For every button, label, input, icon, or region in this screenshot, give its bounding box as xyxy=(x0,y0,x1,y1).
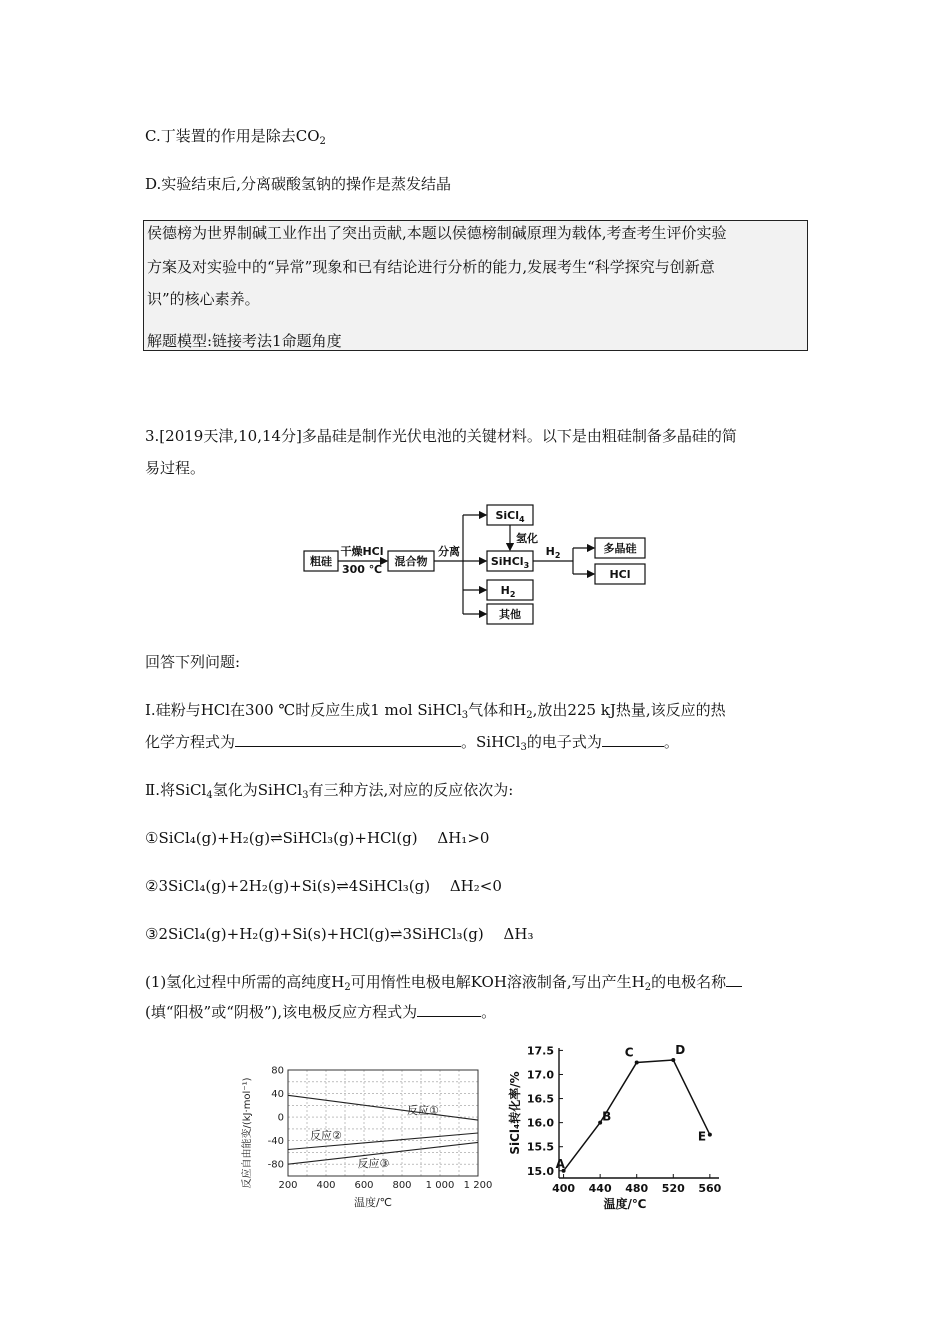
data-point xyxy=(708,1133,712,1137)
y-tick-label: 17.0 xyxy=(526,1068,554,1082)
y-axis-label: SiCl₄转化率/% xyxy=(508,1071,522,1155)
series-label: 反应③ xyxy=(357,1157,390,1171)
y-tick-label: 15.5 xyxy=(526,1140,554,1154)
x-tick-label: 440 xyxy=(588,1182,612,1195)
x-tick-label: 600 xyxy=(354,1180,374,1191)
x-tick-label: 480 xyxy=(625,1182,649,1195)
x-tick-label: 400 xyxy=(552,1182,576,1195)
conversion-chart xyxy=(503,1040,725,1212)
note-box xyxy=(143,220,808,351)
label-cond-bottom: 300 ℃ xyxy=(341,563,383,576)
note-line-2: 方案及对实验中的“异常”现象和已有结论进行分析的能力,发展考生“科学探究与创新意 xyxy=(147,258,715,276)
y-tick-label: 0 xyxy=(277,1112,284,1124)
question-line-2: 易过程。 xyxy=(145,459,206,477)
y-tick-label: 16.5 xyxy=(526,1092,554,1106)
series-label: 反应① xyxy=(406,1104,439,1118)
label-crude: 粗硅 xyxy=(310,555,332,568)
y-tick-label: -80 xyxy=(267,1159,284,1171)
x-tick-label: 560 xyxy=(698,1182,722,1195)
part1-line-1: Ⅰ.硅粉与HCl在300 ℃时反应生成1 mol SiHCl$_3$气体和$H_2$,放出225 kJ热量,该反应的热 xyxy=(145,701,726,721)
x-axis-label: 温度/℃ xyxy=(603,1197,647,1211)
blank-thermo-equation[interactable] xyxy=(235,732,461,747)
series-label: 反应② xyxy=(310,1128,342,1142)
label-other: 其他 xyxy=(499,608,521,621)
label-cond-top: 干燥HCl xyxy=(340,545,384,558)
answer-intro: 回答下列问题: xyxy=(145,653,241,671)
label-sicl4: SiCl$_4$ xyxy=(495,509,525,524)
label-hcl: HCl xyxy=(609,568,631,581)
y-tick-label: 40 xyxy=(271,1089,284,1101)
x-tick-label: 520 xyxy=(661,1182,685,1195)
y-tick-label: 15.0 xyxy=(526,1164,554,1178)
label-h2: $H_2$ xyxy=(500,584,516,599)
note-line-3: 识”的核心素养。 xyxy=(147,290,260,308)
x-axis-label: 温度/℃ xyxy=(353,1196,393,1209)
y-tick-label: 17.5 xyxy=(526,1044,554,1058)
x-tick-label: 1 200 xyxy=(463,1180,493,1191)
reaction-2: ②3SiCl₄(g)+2H₂(g)+Si(s)⇌4SiHCl₃(g) ΔH₂<0 xyxy=(145,877,502,895)
free-energy-chart xyxy=(238,1048,500,1210)
point-label: A xyxy=(555,1156,565,1171)
point-label: C xyxy=(624,1045,634,1060)
part1-line-2: 化学方程式为 。SiHCl$_3$的电子式为 。 xyxy=(145,733,679,753)
x-tick-label: 200 xyxy=(278,1180,298,1191)
option-c: C.丁装置的作用是除去$CO_2$ xyxy=(145,127,326,147)
label-sihcl3: SiHCl$_3$ xyxy=(490,555,530,570)
y-tick-label: 16.0 xyxy=(526,1116,554,1130)
y-axis-label: 反应自由能变/(kJ·mol⁻¹) xyxy=(242,1077,253,1189)
label-separate: 分离 xyxy=(438,545,460,558)
question-line-1: 3.[2019天津,10,14分]多晶硅是制作光伏电池的关键材料。以下是由粗硅制备多晶硅的简 xyxy=(145,427,737,445)
part2-line: Ⅱ.将SiCl$_4$氢化为SiHCl$_3$有三种方法,对应的反应依次为: xyxy=(145,781,514,801)
reaction-3: ③2SiCl₄(g)+H₂(g)+Si(s)+HCl(g)⇌3SiHCl₃(g) ΔH₃ xyxy=(145,925,534,943)
point-label: D xyxy=(675,1043,686,1058)
flowchart xyxy=(290,498,670,630)
point-label: E xyxy=(697,1129,707,1144)
y-tick-label: -40 xyxy=(267,1136,284,1148)
x-tick-label: 800 xyxy=(392,1180,412,1191)
blank-electrode-name[interactable] xyxy=(726,972,742,987)
note-footer: 解题模型:链接考法1命题角度 xyxy=(147,332,342,350)
note-line-1: 侯德榜为世界制碱工业作出了突出贡献,本题以侯德榜制碱原理为载体,考查考生评价实验 xyxy=(147,224,727,242)
label-hydro: 氢化 xyxy=(516,532,538,545)
q1-line-1: (1)氢化过程中所需的高纯度$H_2$可用惰性电极电解KOH溶液制备,写出产生$H_2$的电极名称 xyxy=(145,972,742,992)
data-point xyxy=(635,1060,639,1064)
option-d: D.实验结束后,分离碳酸氢钠的操作是蒸发结晶 xyxy=(145,175,452,193)
label-h2-arrow: $H_2$ xyxy=(545,545,561,560)
data-point xyxy=(671,1058,675,1062)
label-mixture: 混合物 xyxy=(394,555,428,568)
reaction-1: ①SiCl₄(g)+H₂(g)⇌SiHCl₃(g)+HCl(g) ΔH₁>0 xyxy=(145,829,490,847)
label-poly: 多晶硅 xyxy=(603,542,637,555)
y-tick-label: 80 xyxy=(271,1065,284,1077)
x-tick-label: 1 000 xyxy=(425,1180,455,1191)
q1-line-2: (填“阳极”或“阴极”),该电极反应方程式为 。 xyxy=(145,1003,497,1021)
blank-electron-formula[interactable] xyxy=(602,732,664,747)
conversion-line xyxy=(564,1060,710,1171)
blank-electrode-equation[interactable] xyxy=(417,1002,481,1017)
point-label: B xyxy=(602,1109,612,1124)
x-tick-label: 400 xyxy=(316,1180,336,1191)
